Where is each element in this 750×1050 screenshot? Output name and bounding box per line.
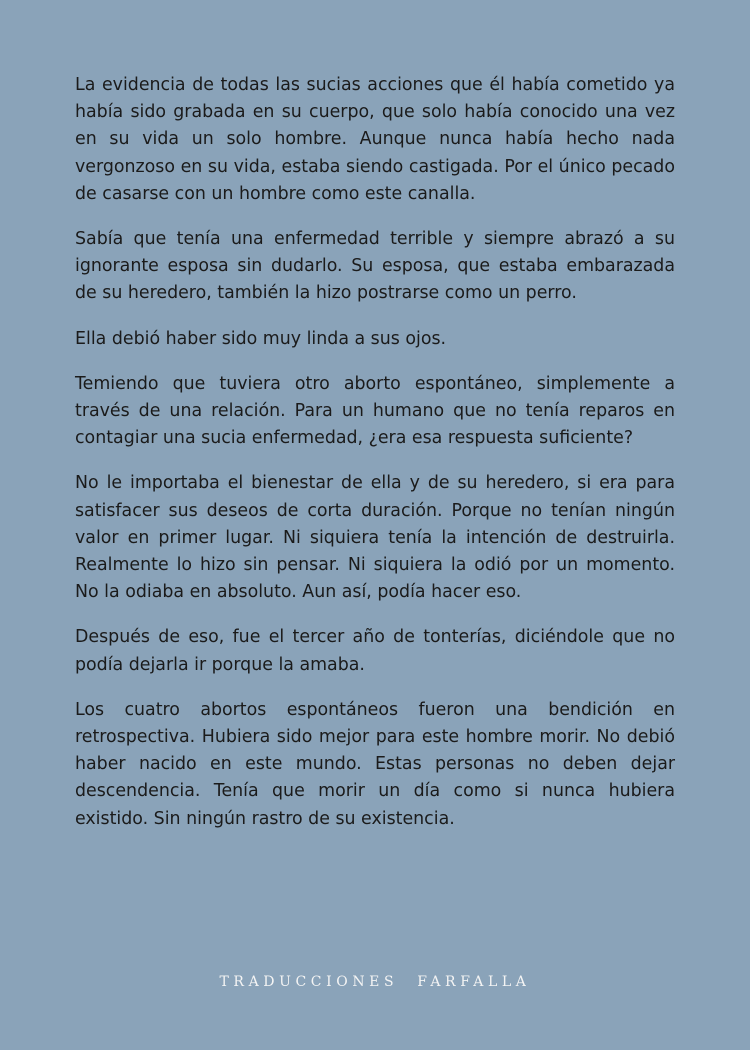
- page-body: [75, 72, 675, 851]
- paragraph: Ella debió haber sido muy linda a sus ojos.: [75, 328, 447, 349]
- paragraph: Después de eso, fue el tercer año de tonterías, diciéndole que no podía dejarla ir porque la amaba.: [75, 627, 675, 675]
- footer-credit: TRADUCCIONES FARFALLA: [219, 974, 531, 990]
- paragraph: No le importaba el bienestar de ella y de su heredero, si era para satisfacer sus deseos de corta duración. Porque no tenían ningún valor en primer lugar. Ni siquiera tenía la intención de destruirla. Realmente lo hizo sin pensar. Ni siquiera la odió por un momento. No la odiaba en absoluto. Aun así, podía hacer eso.: [75, 473, 675, 603]
- paragraph: Los cuatro abortos espontáneos fueron una bendición en retrospectiva. Hubiera sido mejor para este hombre morir. No debió haber nacido en este mundo. Estas personas no deben dejar descendencia. Tenía que morir un día como si nunca hubiera existido. Sin ningún rastro de su existencia.: [75, 699, 675, 829]
- paragraph: Sabía que tenía una enfermedad terrible y siempre abrazó a su ignorante esposa sin dudarlo. Su esposa, que estaba embarazada de su heredero, también la hizo postrarse como un perro.: [75, 229, 675, 304]
- paragraph: La evidencia de todas las sucias acciones que él había cometido ya había sido grabada en su cuerpo, que solo había conocido una vez en su vida un solo hombre. Aunque nunca había hecho nada vergonzoso en su vida, estaba siendo castigada. Por el único pecado de casarse con un hombre como este canalla.: [75, 75, 675, 204]
- paragraph: Temiendo que tuviera otro aborto espontáneo, simplemente a través de una relación. Para un humano que no tenía reparos en contagiar una sucia enfermedad, ¿era esa respuesta suficiente?: [75, 373, 675, 449]
